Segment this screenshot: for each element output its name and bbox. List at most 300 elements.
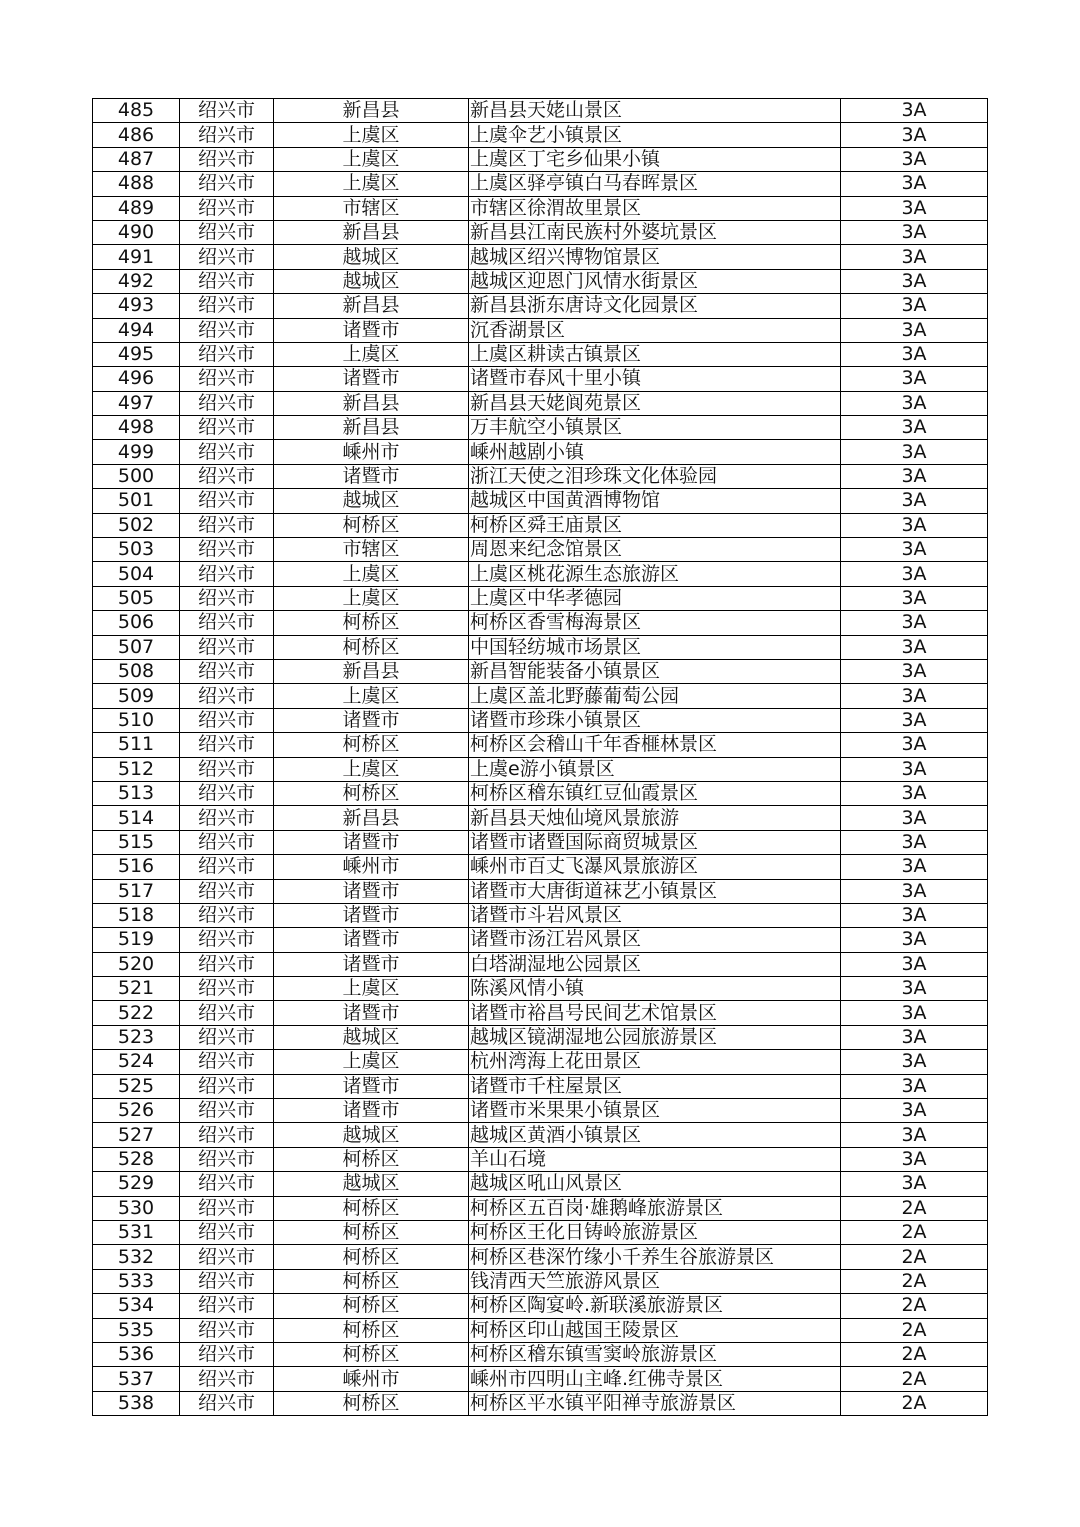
row-number: 527 <box>93 1123 180 1147</box>
scenic-name-cell: 上虞区耕读古镇景区 <box>469 342 841 366</box>
grade-cell: 3A <box>841 781 988 805</box>
grade-cell: 3A <box>841 99 988 123</box>
row-number: 500 <box>93 464 180 488</box>
city-cell: 绍兴市 <box>180 1099 274 1123</box>
county-cell: 诸暨市 <box>274 1074 469 1098</box>
county-cell: 越城区 <box>274 1123 469 1147</box>
scenic-name-cell: 越城区中国黄酒博物馆 <box>469 489 841 513</box>
row-number: 529 <box>93 1172 180 1196</box>
city-cell: 绍兴市 <box>180 855 274 879</box>
county-cell: 诸暨市 <box>274 928 469 952</box>
row-number: 497 <box>93 391 180 415</box>
county-cell: 柯桥区 <box>274 1147 469 1171</box>
scenic-name-cell: 新昌县江南民族村外婆坑景区 <box>469 220 841 244</box>
scenic-name-cell: 新昌县天姥山景区 <box>469 99 841 123</box>
scenic-name-cell: 白塔湖湿地公园景区 <box>469 952 841 976</box>
table-row <box>93 1391 988 1415</box>
county-cell: 诸暨市 <box>274 318 469 342</box>
grade-cell: 3A <box>841 708 988 732</box>
table-row <box>93 708 988 732</box>
table-row <box>93 318 988 342</box>
table-row <box>93 269 988 293</box>
grade-cell: 3A <box>841 611 988 635</box>
table-row <box>93 1074 988 1098</box>
city-cell: 绍兴市 <box>180 147 274 171</box>
table-row <box>93 659 988 683</box>
row-number: 489 <box>93 196 180 220</box>
city-cell: 绍兴市 <box>180 1123 274 1147</box>
county-cell: 柯桥区 <box>274 1269 469 1293</box>
scenic-name-cell: 柯桥区王化日铸岭旅游景区 <box>469 1220 841 1244</box>
city-cell: 绍兴市 <box>180 464 274 488</box>
scenic-name-cell: 诸暨市春风十里小镇 <box>469 367 841 391</box>
scenic-name-cell: 越城区黄酒小镇景区 <box>469 1123 841 1147</box>
county-cell: 越城区 <box>274 245 469 269</box>
county-cell: 诸暨市 <box>274 1001 469 1025</box>
table-row <box>93 806 988 830</box>
grade-cell: 3A <box>841 245 988 269</box>
row-number: 537 <box>93 1367 180 1391</box>
table-row <box>93 1123 988 1147</box>
county-cell: 新昌县 <box>274 416 469 440</box>
county-cell: 柯桥区 <box>274 733 469 757</box>
city-cell: 绍兴市 <box>180 1147 274 1171</box>
city-cell: 绍兴市 <box>180 879 274 903</box>
row-number: 501 <box>93 489 180 513</box>
grade-cell: 3A <box>841 855 988 879</box>
county-cell: 诸暨市 <box>274 708 469 732</box>
county-cell: 柯桥区 <box>274 1391 469 1415</box>
table-row <box>93 1147 988 1171</box>
city-cell: 绍兴市 <box>180 1001 274 1025</box>
city-cell: 绍兴市 <box>180 562 274 586</box>
table-row <box>93 1318 988 1342</box>
county-cell: 诸暨市 <box>274 1099 469 1123</box>
county-cell: 上虞区 <box>274 562 469 586</box>
grade-cell: 3A <box>841 635 988 659</box>
scenic-name-cell: 柯桥区稽东镇红豆仙霞景区 <box>469 781 841 805</box>
scenic-name-cell: 上虞区驿亭镇白马春晖景区 <box>469 172 841 196</box>
county-cell: 嵊州市 <box>274 855 469 879</box>
grade-cell: 3A <box>841 659 988 683</box>
county-cell: 柯桥区 <box>274 1196 469 1220</box>
row-number: 491 <box>93 245 180 269</box>
table-row <box>93 513 988 537</box>
city-cell: 绍兴市 <box>180 1220 274 1244</box>
grade-cell: 3A <box>841 977 988 1001</box>
table-body <box>93 99 988 1416</box>
row-number: 530 <box>93 1196 180 1220</box>
table-row <box>93 952 988 976</box>
row-number: 513 <box>93 781 180 805</box>
city-cell: 绍兴市 <box>180 733 274 757</box>
table-row <box>93 733 988 757</box>
county-cell: 上虞区 <box>274 123 469 147</box>
table-row <box>93 220 988 244</box>
grade-cell: 3A <box>841 294 988 318</box>
city-cell: 绍兴市 <box>180 1391 274 1415</box>
city-cell: 绍兴市 <box>180 416 274 440</box>
row-number: 523 <box>93 1025 180 1049</box>
table-row <box>93 1269 988 1293</box>
table-row <box>93 294 988 318</box>
row-number: 538 <box>93 1391 180 1415</box>
table-row <box>93 245 988 269</box>
grade-cell: 2A <box>841 1391 988 1415</box>
county-cell: 上虞区 <box>274 147 469 171</box>
scenic-name-cell: 上虞区中华孝德园 <box>469 586 841 610</box>
scenic-name-cell: 陈溪风情小镇 <box>469 977 841 1001</box>
city-cell: 绍兴市 <box>180 318 274 342</box>
table-row <box>93 1342 988 1366</box>
grade-cell: 2A <box>841 1245 988 1269</box>
grade-cell: 3A <box>841 464 988 488</box>
scenic-name-cell: 上虞区丁宅乡仙果小镇 <box>469 147 841 171</box>
scenic-name-cell: 钱清西天竺旅游风景区 <box>469 1269 841 1293</box>
county-cell: 嵊州市 <box>274 1367 469 1391</box>
row-number: 531 <box>93 1220 180 1244</box>
scenic-name-cell: 中国轻纺城市场景区 <box>469 635 841 659</box>
grade-cell: 3A <box>841 440 988 464</box>
row-number: 534 <box>93 1294 180 1318</box>
row-number: 519 <box>93 928 180 952</box>
city-cell: 绍兴市 <box>180 1269 274 1293</box>
scenic-name-cell: 柯桥区平水镇平阳禅寺旅游景区 <box>469 1391 841 1415</box>
city-cell: 绍兴市 <box>180 781 274 805</box>
table-row <box>93 977 988 1001</box>
row-number: 514 <box>93 806 180 830</box>
county-cell: 诸暨市 <box>274 952 469 976</box>
city-cell: 绍兴市 <box>180 684 274 708</box>
grade-cell: 3A <box>841 123 988 147</box>
scenic-name-cell: 嵊州越剧小镇 <box>469 440 841 464</box>
table-row <box>93 879 988 903</box>
scenic-name-cell: 嵊州市百丈飞瀑风景旅游区 <box>469 855 841 879</box>
table-row <box>93 489 988 513</box>
city-cell: 绍兴市 <box>180 538 274 562</box>
scenic-name-cell: 越城区镜湖湿地公园旅游景区 <box>469 1025 841 1049</box>
county-cell: 诸暨市 <box>274 830 469 854</box>
city-cell: 绍兴市 <box>180 1172 274 1196</box>
city-cell: 绍兴市 <box>180 830 274 854</box>
table-row <box>93 1172 988 1196</box>
county-cell: 新昌县 <box>274 659 469 683</box>
county-cell: 新昌县 <box>274 806 469 830</box>
table-row <box>93 1025 988 1049</box>
county-cell: 柯桥区 <box>274 1318 469 1342</box>
row-number: 524 <box>93 1050 180 1074</box>
county-cell: 柯桥区 <box>274 1245 469 1269</box>
table-row <box>93 147 988 171</box>
county-cell: 嵊州市 <box>274 440 469 464</box>
row-number: 498 <box>93 416 180 440</box>
grade-cell: 3A <box>841 1099 988 1123</box>
grade-cell: 3A <box>841 269 988 293</box>
city-cell: 绍兴市 <box>180 635 274 659</box>
table-row <box>93 1220 988 1244</box>
grade-cell: 3A <box>841 733 988 757</box>
table-row <box>93 586 988 610</box>
table-row <box>93 538 988 562</box>
table-row <box>93 684 988 708</box>
county-cell: 越城区 <box>274 269 469 293</box>
city-cell: 绍兴市 <box>180 1318 274 1342</box>
city-cell: 绍兴市 <box>180 659 274 683</box>
row-number: 535 <box>93 1318 180 1342</box>
county-cell: 柯桥区 <box>274 635 469 659</box>
table-row <box>93 464 988 488</box>
scenic-name-cell: 越城区绍兴博物馆景区 <box>469 245 841 269</box>
grade-cell: 2A <box>841 1269 988 1293</box>
city-cell: 绍兴市 <box>180 903 274 927</box>
scenic-area-table <box>92 98 988 1416</box>
table-row <box>93 1001 988 1025</box>
grade-cell: 3A <box>841 684 988 708</box>
table-row <box>93 757 988 781</box>
table-row <box>93 391 988 415</box>
scenic-name-cell: 柯桥区舜王庙景区 <box>469 513 841 537</box>
table-row <box>93 123 988 147</box>
scenic-name-cell: 上虞区盖北野藤葡萄公园 <box>469 684 841 708</box>
city-cell: 绍兴市 <box>180 269 274 293</box>
grade-cell: 3A <box>841 147 988 171</box>
scenic-name-cell: 新昌县天烛仙境风景旅游 <box>469 806 841 830</box>
scenic-name-cell: 沉香湖景区 <box>469 318 841 342</box>
table-row <box>93 903 988 927</box>
county-cell: 新昌县 <box>274 220 469 244</box>
scenic-name-cell: 新昌县浙东唐诗文化园景区 <box>469 294 841 318</box>
table-row <box>93 196 988 220</box>
city-cell: 绍兴市 <box>180 952 274 976</box>
scenic-name-cell: 柯桥区五百岗·雄鹅峰旅游景区 <box>469 1196 841 1220</box>
grade-cell: 3A <box>841 757 988 781</box>
scenic-name-cell: 羊山石境 <box>469 1147 841 1171</box>
row-number: 493 <box>93 294 180 318</box>
county-cell: 诸暨市 <box>274 879 469 903</box>
row-number: 522 <box>93 1001 180 1025</box>
grade-cell: 2A <box>841 1220 988 1244</box>
scenic-name-cell: 诸暨市珍珠小镇景区 <box>469 708 841 732</box>
row-number: 528 <box>93 1147 180 1171</box>
city-cell: 绍兴市 <box>180 1367 274 1391</box>
county-cell: 上虞区 <box>274 342 469 366</box>
table-row <box>93 367 988 391</box>
grade-cell: 3A <box>841 367 988 391</box>
table-row <box>93 562 988 586</box>
grade-cell: 3A <box>841 1025 988 1049</box>
county-cell: 上虞区 <box>274 977 469 1001</box>
scenic-name-cell: 诸暨市裕昌号民间艺术馆景区 <box>469 1001 841 1025</box>
row-number: 485 <box>93 99 180 123</box>
row-number: 518 <box>93 903 180 927</box>
row-number: 507 <box>93 635 180 659</box>
city-cell: 绍兴市 <box>180 1074 274 1098</box>
row-number: 488 <box>93 172 180 196</box>
county-cell: 柯桥区 <box>274 1342 469 1366</box>
city-cell: 绍兴市 <box>180 1342 274 1366</box>
row-number: 505 <box>93 586 180 610</box>
scenic-name-cell: 市辖区徐渭故里景区 <box>469 196 841 220</box>
grade-cell: 3A <box>841 1001 988 1025</box>
grade-cell: 3A <box>841 196 988 220</box>
grade-cell: 3A <box>841 391 988 415</box>
grade-cell: 2A <box>841 1367 988 1391</box>
grade-cell: 3A <box>841 342 988 366</box>
city-cell: 绍兴市 <box>180 196 274 220</box>
scenic-name-cell: 周恩来纪念馆景区 <box>469 538 841 562</box>
county-cell: 越城区 <box>274 1025 469 1049</box>
row-number: 521 <box>93 977 180 1001</box>
county-cell: 上虞区 <box>274 172 469 196</box>
scenic-name-cell: 上虞伞艺小镇景区 <box>469 123 841 147</box>
city-cell: 绍兴市 <box>180 757 274 781</box>
county-cell: 柯桥区 <box>274 1294 469 1318</box>
city-cell: 绍兴市 <box>180 99 274 123</box>
city-cell: 绍兴市 <box>180 1196 274 1220</box>
scenic-name-cell: 诸暨市斗岩风景区 <box>469 903 841 927</box>
grade-cell: 2A <box>841 1318 988 1342</box>
county-cell: 市辖区 <box>274 196 469 220</box>
county-cell: 越城区 <box>274 489 469 513</box>
county-cell: 诸暨市 <box>274 903 469 927</box>
city-cell: 绍兴市 <box>180 928 274 952</box>
scenic-name-cell: 新昌县天姥阆苑景区 <box>469 391 841 415</box>
row-number: 494 <box>93 318 180 342</box>
city-cell: 绍兴市 <box>180 1294 274 1318</box>
city-cell: 绍兴市 <box>180 220 274 244</box>
city-cell: 绍兴市 <box>180 172 274 196</box>
scenic-name-cell: 柯桥区巷深竹缘小千养生谷旅游景区 <box>469 1245 841 1269</box>
scenic-name-cell: 上虞e游小镇景区 <box>469 757 841 781</box>
grade-cell: 3A <box>841 318 988 342</box>
table-row <box>93 1099 988 1123</box>
row-number: 492 <box>93 269 180 293</box>
scenic-name-cell: 越城区吼山风景区 <box>469 1172 841 1196</box>
county-cell: 越城区 <box>274 1172 469 1196</box>
table-row <box>93 440 988 464</box>
table-row <box>93 635 988 659</box>
table-row <box>93 1245 988 1269</box>
grade-cell: 3A <box>841 1147 988 1171</box>
grade-cell: 3A <box>841 538 988 562</box>
row-number: 510 <box>93 708 180 732</box>
table-row <box>93 172 988 196</box>
city-cell: 绍兴市 <box>180 294 274 318</box>
row-number: 516 <box>93 855 180 879</box>
row-number: 509 <box>93 684 180 708</box>
table-row <box>93 1050 988 1074</box>
row-number: 502 <box>93 513 180 537</box>
grade-cell: 3A <box>841 1172 988 1196</box>
city-cell: 绍兴市 <box>180 586 274 610</box>
county-cell: 柯桥区 <box>274 781 469 805</box>
scenic-name-cell: 诸暨市大唐街道袜艺小镇景区 <box>469 879 841 903</box>
grade-cell: 3A <box>841 1123 988 1147</box>
city-cell: 绍兴市 <box>180 440 274 464</box>
city-cell: 绍兴市 <box>180 1050 274 1074</box>
scenic-name-cell: 诸暨市汤江岩风景区 <box>469 928 841 952</box>
scenic-name-cell: 柯桥区印山越国王陵景区 <box>469 1318 841 1342</box>
row-number: 506 <box>93 611 180 635</box>
city-cell: 绍兴市 <box>180 513 274 537</box>
grade-cell: 2A <box>841 1342 988 1366</box>
row-number: 495 <box>93 342 180 366</box>
city-cell: 绍兴市 <box>180 245 274 269</box>
grade-cell: 3A <box>841 220 988 244</box>
grade-cell: 3A <box>841 416 988 440</box>
scenic-name-cell: 万丰航空小镇景区 <box>469 416 841 440</box>
row-number: 525 <box>93 1074 180 1098</box>
scenic-name-cell: 杭州湾海上花田景区 <box>469 1050 841 1074</box>
row-number: 486 <box>93 123 180 147</box>
grade-cell: 3A <box>841 1050 988 1074</box>
city-cell: 绍兴市 <box>180 489 274 513</box>
county-cell: 柯桥区 <box>274 513 469 537</box>
county-cell: 柯桥区 <box>274 611 469 635</box>
city-cell: 绍兴市 <box>180 1245 274 1269</box>
county-cell: 市辖区 <box>274 538 469 562</box>
row-number: 532 <box>93 1245 180 1269</box>
scenic-name-cell: 柯桥区香雪梅海景区 <box>469 611 841 635</box>
row-number: 520 <box>93 952 180 976</box>
city-cell: 绍兴市 <box>180 391 274 415</box>
row-number: 526 <box>93 1099 180 1123</box>
scenic-name-cell: 上虞区桃花源生态旅游区 <box>469 562 841 586</box>
scenic-name-cell: 诸暨市米果果小镇景区 <box>469 1099 841 1123</box>
row-number: 487 <box>93 147 180 171</box>
city-cell: 绍兴市 <box>180 611 274 635</box>
county-cell: 新昌县 <box>274 294 469 318</box>
row-number: 515 <box>93 830 180 854</box>
table-row <box>93 416 988 440</box>
grade-cell: 3A <box>841 952 988 976</box>
city-cell: 绍兴市 <box>180 806 274 830</box>
row-number: 517 <box>93 879 180 903</box>
row-number: 499 <box>93 440 180 464</box>
county-cell: 新昌县 <box>274 99 469 123</box>
table-row <box>93 855 988 879</box>
row-number: 496 <box>93 367 180 391</box>
county-cell: 上虞区 <box>274 757 469 781</box>
scenic-name-cell: 嵊州市四明山主峰.红佛寺景区 <box>469 1367 841 1391</box>
city-cell: 绍兴市 <box>180 367 274 391</box>
scenic-name-cell: 诸暨市诸暨国际商贸城景区 <box>469 830 841 854</box>
county-cell: 诸暨市 <box>274 367 469 391</box>
scenic-name-cell: 诸暨市千柱屋景区 <box>469 1074 841 1098</box>
table-row <box>93 928 988 952</box>
scenic-name-cell: 新昌智能装备小镇景区 <box>469 659 841 683</box>
city-cell: 绍兴市 <box>180 1025 274 1049</box>
grade-cell: 2A <box>841 1294 988 1318</box>
grade-cell: 3A <box>841 830 988 854</box>
grade-cell: 3A <box>841 172 988 196</box>
row-number: 490 <box>93 220 180 244</box>
row-number: 511 <box>93 733 180 757</box>
row-number: 536 <box>93 1342 180 1366</box>
table-row <box>93 99 988 123</box>
county-cell: 新昌县 <box>274 391 469 415</box>
grade-cell: 3A <box>841 879 988 903</box>
scenic-name-cell: 柯桥区会稽山千年香榧林景区 <box>469 733 841 757</box>
scenic-name-cell: 浙江天使之泪珍珠文化体验园 <box>469 464 841 488</box>
row-number: 533 <box>93 1269 180 1293</box>
table-row <box>93 611 988 635</box>
scenic-name-cell: 柯桥区稽东镇雪窦岭旅游景区 <box>469 1342 841 1366</box>
city-cell: 绍兴市 <box>180 977 274 1001</box>
table-row <box>93 342 988 366</box>
table-row <box>93 1294 988 1318</box>
row-number: 512 <box>93 757 180 781</box>
